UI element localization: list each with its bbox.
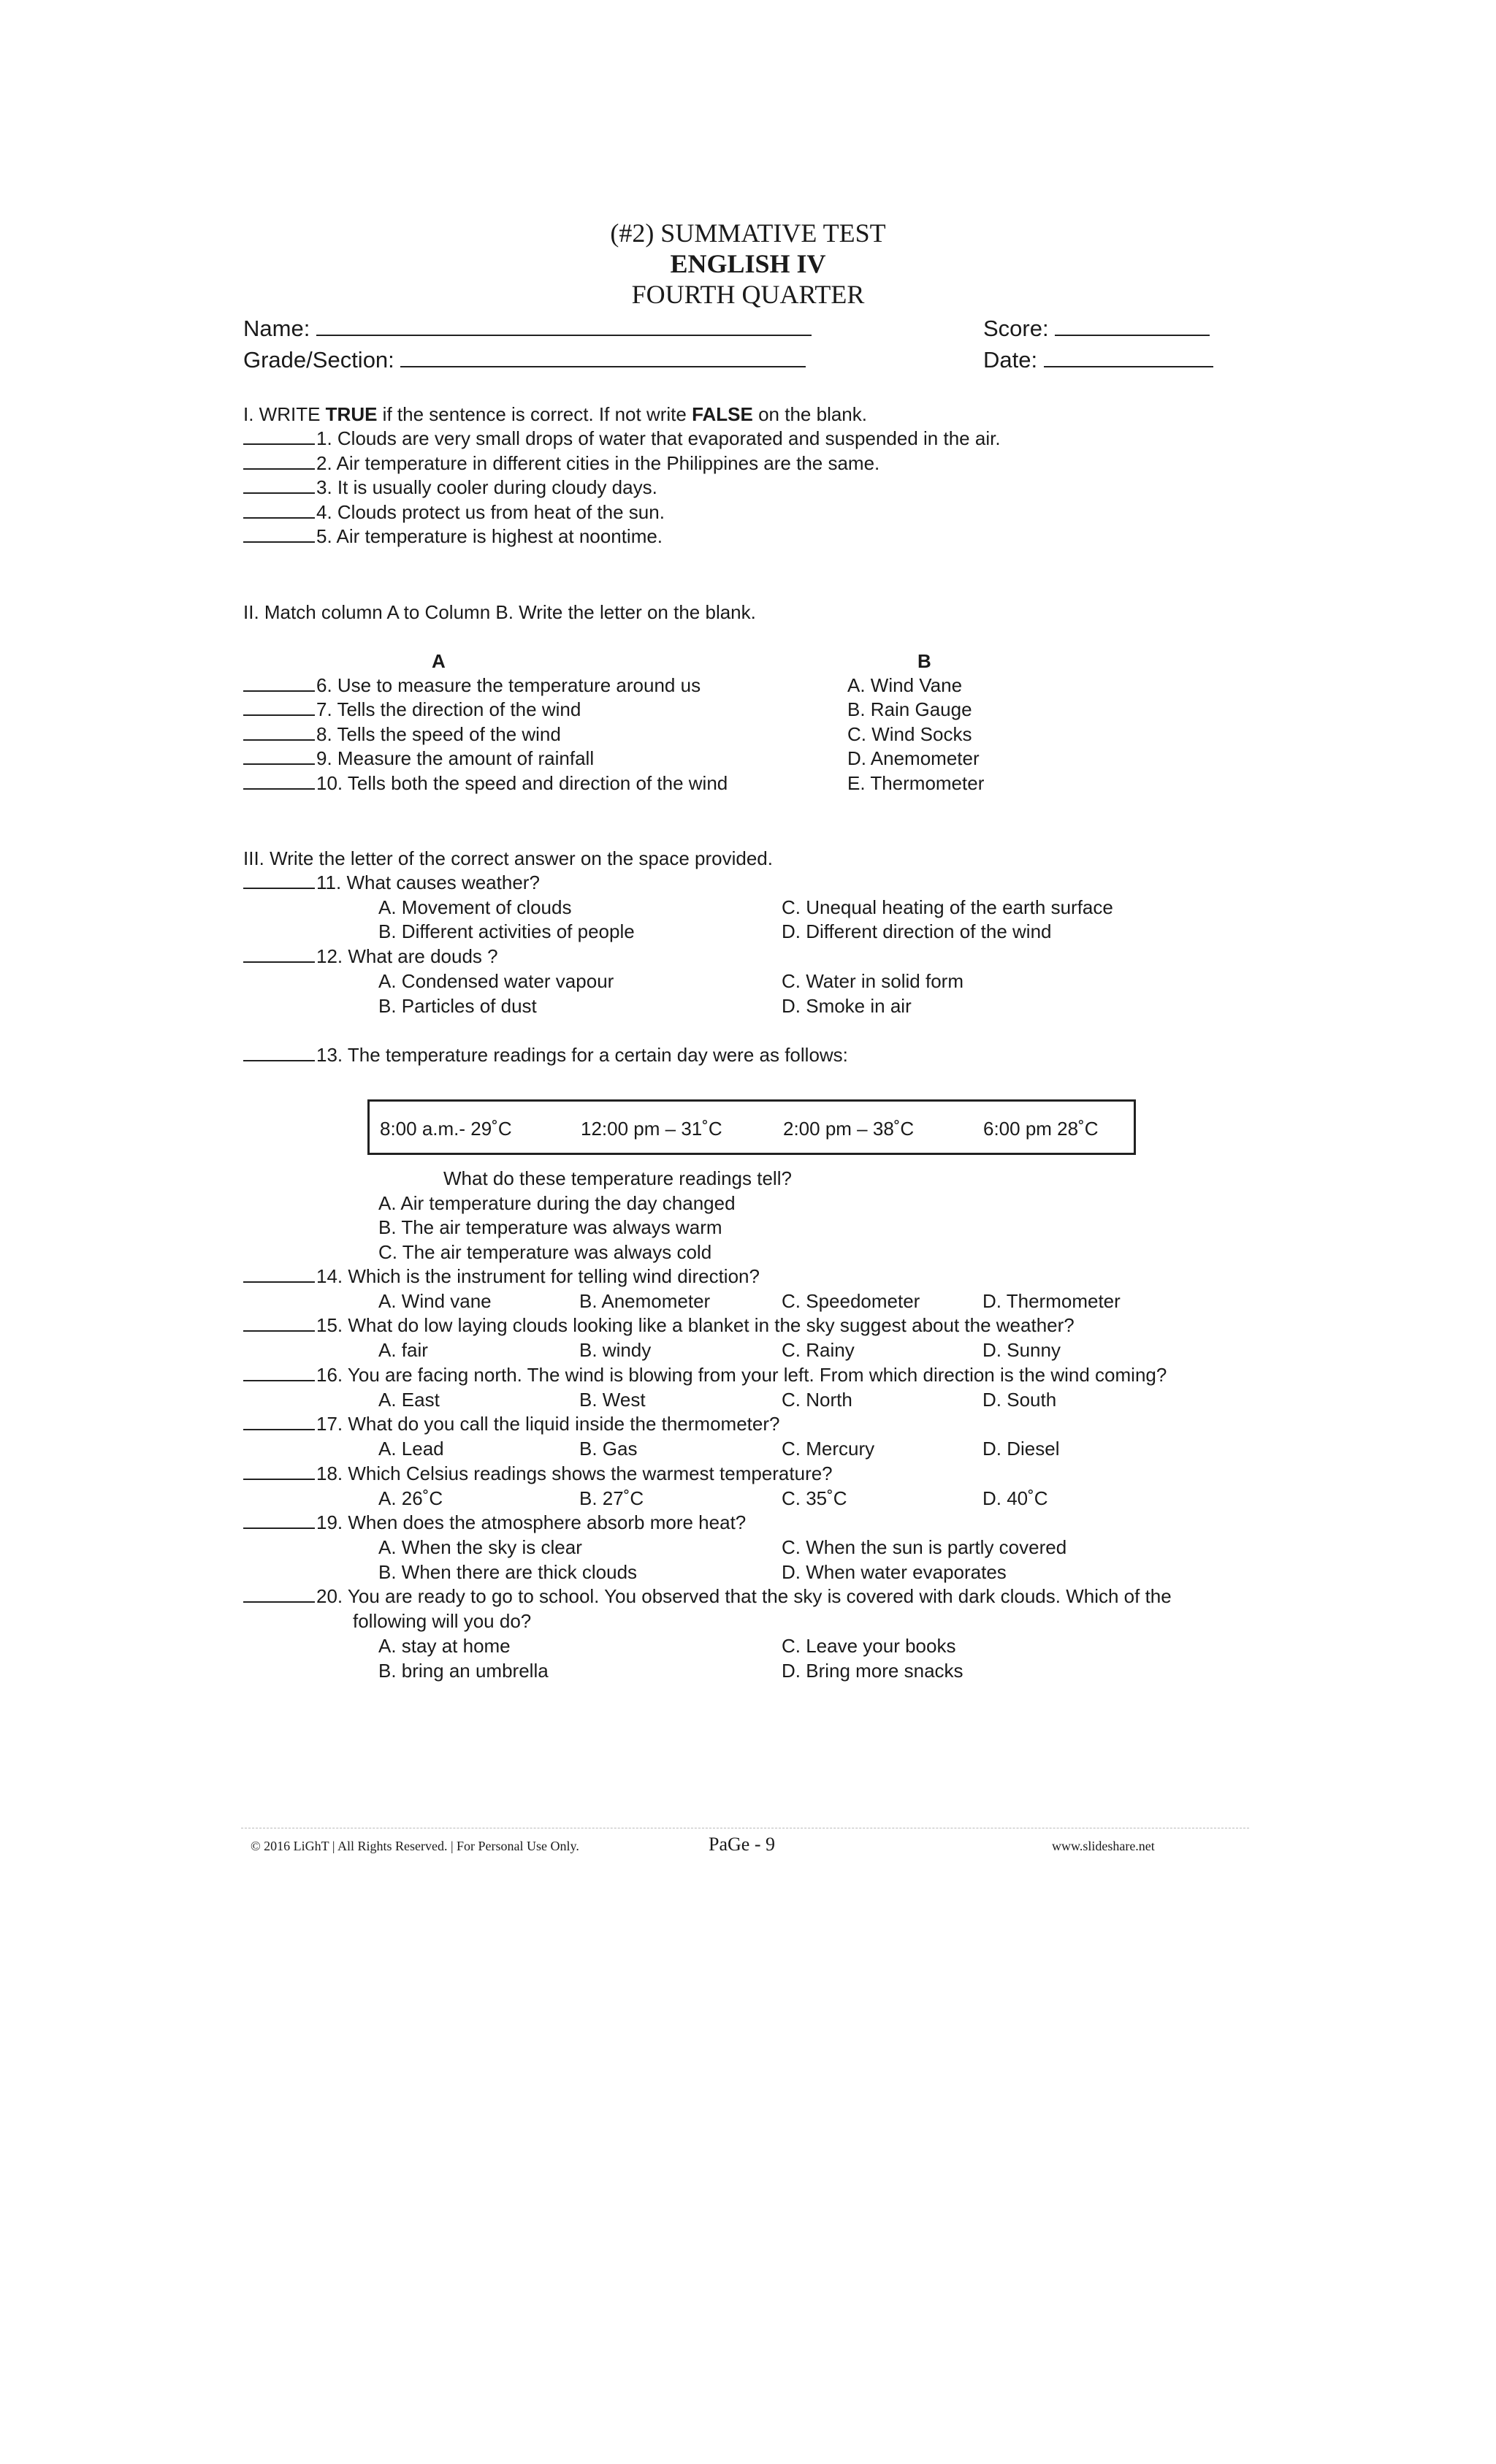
answer-blank[interactable] [243,525,315,543]
question-15: 15. What do low laying clouds looking like a blanket in the sky suggest about the weather? [243,1314,1075,1337]
question-14: 14. Which is the instrument for telling wind direction? [243,1265,760,1288]
q18-option-b: B. 27˚C [579,1487,644,1509]
q13-subquestion: What do these temperature readings tell? [443,1167,792,1189]
q15-option-b: B. windy [579,1339,652,1361]
choice-d: D. Anemometer [847,747,980,769]
choice-c: C. Wind Socks [847,723,972,745]
q16-option-c: C. North [782,1389,852,1411]
answer-blank[interactable] [243,1364,315,1381]
q15-option-d: D. Sunny [982,1339,1061,1361]
q17-option-a: A. Lead [378,1438,444,1460]
answer-blank[interactable] [243,1413,315,1430]
name-field[interactable] [243,314,812,342]
score-label: Score: [983,316,1049,341]
name-label: Name: [243,316,310,341]
reading-12pm: 12:00 pm – 31˚C [581,1118,722,1140]
q19-option-a: A. When the sky is clear [378,1536,582,1558]
question-20: 20. You are ready to go to school. You observed that the sky is covered with dark clouds. Which of the [243,1585,1172,1608]
choice-b: B. Rain Gauge [847,698,972,720]
choice-a: A. Wind Vane [847,674,963,696]
temperature-readings-box [367,1099,1136,1155]
match-item-10: 10. Tells both the speed and direction of the wind [243,772,728,795]
q16-option-a: A. East [378,1389,440,1411]
q20-option-b: B. bring an umbrella [378,1660,549,1682]
column-b-heading: B [917,650,931,672]
q17-option-c: C. Mercury [782,1438,875,1460]
q12-option-c: C. Water in solid form [782,970,963,992]
part3-instruction: III. Write the letter of the correct answer on the space provided. [243,847,773,869]
q16-option-d: D. South [982,1389,1057,1411]
score-line[interactable] [1055,314,1210,336]
q19-option-c: C. When the sun is partly covered [782,1536,1067,1558]
q13-option-a: A. Air temperature during the day changed [378,1192,736,1214]
item-1: 1. Clouds are very small drops of water that evaporated and suspended in the air. [243,427,1001,450]
grade-section-field[interactable] [243,346,806,373]
match-item-9: 9. Measure the amount of rainfall [243,747,594,770]
answer-blank[interactable] [243,871,315,889]
part2-instruction: II. Match column A to Column B. Write the letter on the blank. [243,601,756,623]
date-field[interactable] [983,346,1213,373]
answer-blank[interactable] [243,674,315,692]
question-11: 11. What causes weather? [243,871,540,894]
q12-option-b: B. Particles of dust [378,995,537,1017]
reading-2pm: 2:00 pm – 38˚C [783,1118,915,1140]
reading-6pm: 6:00 pm 28˚C [983,1118,1099,1140]
question-13: 13. The temperature readings for a certain day were as follows: [243,1044,848,1067]
keyword-false: FALSE [692,403,753,425]
answer-blank[interactable] [243,747,315,765]
q15-option-c: C. Rainy [782,1339,855,1361]
q11-option-c: C. Unequal heating of the earth surface [782,896,1113,918]
date-line[interactable] [1044,346,1213,367]
quarter-title: FOURTH QUARTER [631,280,865,309]
q14-option-b: B. Anemometer [579,1290,711,1312]
reading-8am: 8:00 a.m.- 29˚C [380,1118,512,1140]
answer-blank[interactable] [243,698,315,716]
date-label: Date: [983,347,1038,373]
q14-option-c: C. Speedometer [782,1290,920,1312]
answer-blank[interactable] [243,427,315,445]
item-5: 5. Air temperature is highest at noontime. [243,525,663,548]
footer-page-number: PaGe - 9 [709,1834,775,1855]
test-title: (#2) SUMMATIVE TEST [610,218,886,248]
answer-blank[interactable] [243,945,315,963]
score-field[interactable] [983,314,1210,342]
match-item-6: 6. Use to measure the temperature around us [243,674,701,697]
name-line[interactable] [316,314,812,336]
q11-option-a: A. Movement of clouds [378,896,572,918]
q12-option-a: A. Condensed water vapour [378,970,614,992]
footer-copyright: © 2016 LiGhT | All Rights Reserved. | For Personal Use Only. [251,1839,579,1853]
answer-blank[interactable] [243,772,315,790]
question-12: 12. What are douds ? [243,945,498,968]
q16-option-b: B. West [579,1389,646,1411]
q13-option-c: C. The air temperature was always cold [378,1241,712,1263]
q15-option-a: A. fair [378,1339,428,1361]
column-a-heading: A [432,650,446,672]
q19-option-d: D. When water evaporates [782,1561,1007,1583]
question-16: 16. You are facing north. The wind is blowing from your left. From which direction is the wind coming? [243,1364,1167,1387]
answer-blank[interactable] [243,1462,315,1480]
q20-option-d: D. Bring more snacks [782,1660,963,1682]
q20-option-c: C. Leave your books [782,1635,956,1657]
question-20-continued: following will you do? [353,1610,532,1632]
answer-blank[interactable] [243,452,315,470]
grade-section-label: Grade/Section: [243,347,394,373]
question-18: 18. Which Celsius readings shows the warmest temperature? [243,1462,833,1485]
q18-option-a: A. 26˚C [378,1487,443,1509]
q11-option-b: B. Different activities of people [378,920,635,942]
answer-blank[interactable] [243,1265,315,1283]
q14-option-a: A. Wind vane [378,1290,492,1312]
answer-blank[interactable] [243,501,315,519]
match-item-8: 8. Tells the speed of the wind [243,723,561,746]
choice-e: E. Thermometer [847,772,985,794]
q18-option-c: C. 35˚C [782,1487,847,1509]
question-17: 17. What do you call the liquid inside the thermometer? [243,1413,779,1435]
q19-option-b: B. When there are thick clouds [378,1561,638,1583]
answer-blank[interactable] [243,1511,315,1529]
answer-blank[interactable] [243,1044,315,1061]
answer-blank[interactable] [243,723,315,741]
answer-blank[interactable] [243,1314,315,1332]
q18-option-d: D. 40˚C [982,1487,1048,1509]
subject-title: ENGLISH IV [670,249,826,278]
question-19: 19. When does the atmosphere absorb more heat? [243,1511,746,1534]
grade-section-line[interactable] [400,346,806,367]
q17-option-d: D. Diesel [982,1438,1060,1460]
part1-instruction: I. WRITE TRUE if the sentence is correct. If not write FALSE on the blank. [243,403,867,425]
item-3: 3. It is usually cooler during cloudy days. [243,476,657,499]
answer-blank[interactable] [243,476,315,494]
q20-option-a: A. stay at home [378,1635,511,1657]
item-4: 4. Clouds protect us from heat of the sun. [243,501,665,524]
keyword-true: TRUE [325,403,378,425]
match-item-7: 7. Tells the direction of the wind [243,698,581,721]
footer-website: www.slideshare.net [1052,1839,1155,1853]
q13-option-b: B. The air temperature was always warm [378,1216,722,1238]
answer-blank[interactable] [243,1585,315,1603]
item-2: 2. Air temperature in different cities in the Philippines are the same. [243,452,879,475]
q12-option-d: D. Smoke in air [782,995,912,1017]
q17-option-b: B. Gas [579,1438,638,1460]
q14-option-d: D. Thermometer [982,1290,1121,1312]
q11-option-d: D. Different direction of the wind [782,920,1052,942]
